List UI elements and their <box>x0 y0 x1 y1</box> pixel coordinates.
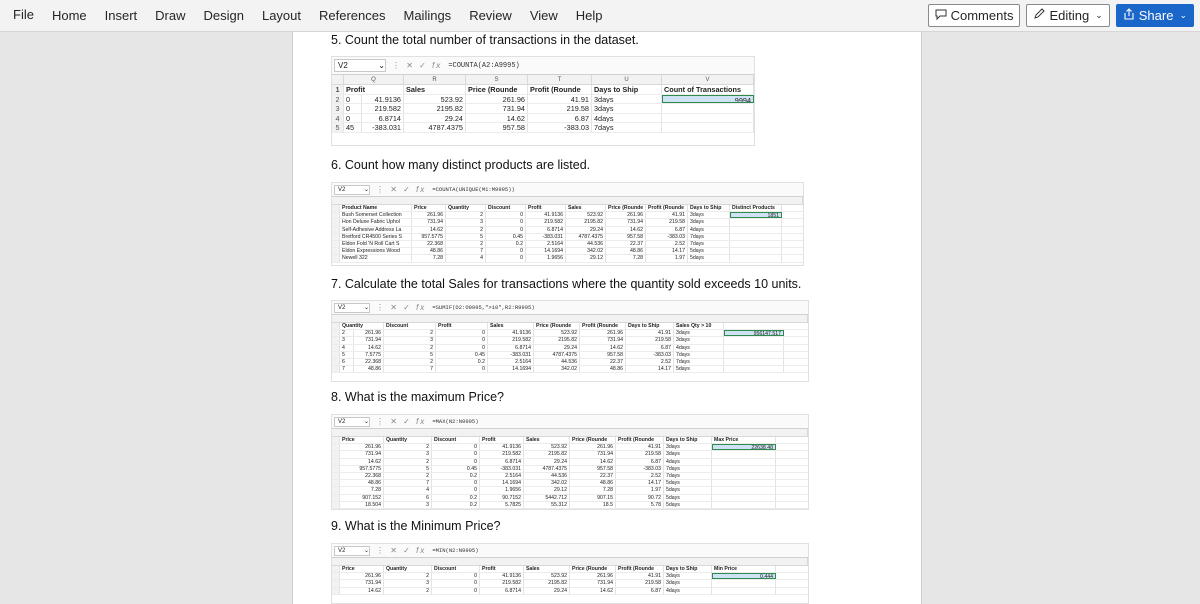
selected-cell: 956147.517 <box>724 330 784 336</box>
table-row: 2 0 41.9136 523.92 261.96 41.91 3days 9994 <box>332 95 754 105</box>
editing-button[interactable] <box>1026 4 1109 27</box>
formula-text: =MAX(N2:N9995) <box>432 418 479 425</box>
question-5-screenshot <box>331 56 755 146</box>
table-row: 14.62 2 0 6.8714 29.24 14.62 6.87 4days <box>332 588 808 595</box>
tab-insert[interactable]: Insert <box>104 8 138 23</box>
table-row: Product Name Price Quantity Discount Profit Sales Price (Rounde Profit (Rounde Days to Ship Distinct Products <box>332 205 803 212</box>
table-row: Quantity Discount Profit Sales Price (Rounde Profit (Rounde Days to Ship Sales Qty > 10 <box>332 323 808 330</box>
formula-bar-icons: ⋮ ✕ ✓ fx <box>376 417 427 426</box>
table-row: 3 731.94 3 0 219.582 2195.82 731.94 219.58 3days <box>332 337 808 344</box>
table-row: 6 22.368 2 0.2 2.5164 44.536 22.37 2.52 7days <box>332 359 808 366</box>
selected-cell: 0.444 <box>712 573 776 579</box>
formula-text: =MIN(N2:N9995) <box>432 547 479 554</box>
tab-layout[interactable]: Layout <box>261 8 302 23</box>
editing-label: Editing <box>1049 8 1090 23</box>
question-7-heading: 7. Calculate the total Sales for transactions where the quantity sold exceeds 10 units. <box>331 277 802 291</box>
table-row: 261.96 2 0 41.9136 523.92 261.96 41.91 3days 0.444 <box>332 573 808 580</box>
column-headers: Q R S T U V <box>332 75 754 85</box>
column-headers <box>332 315 808 323</box>
column-headers <box>332 429 808 437</box>
tab-file[interactable]: File <box>13 7 34 22</box>
table-row: Eldon Expressions Wood 48.86 7 0 14.1694 342.02 48.86 14.17 5days <box>332 248 803 255</box>
sheet-grid <box>332 205 803 263</box>
table-row: 731.94 3 0 219.582 2195.82 731.94 219.58 3days <box>332 451 808 458</box>
formula-bar-icons: ⋮ ✕ ✓ fx <box>376 303 427 312</box>
tab-mailings[interactable]: Mailings <box>403 8 452 23</box>
question-7-screenshot <box>331 300 809 382</box>
share-icon <box>1123 8 1135 23</box>
formula-text: =COUNTA(UNIQUE(M1:M9995)) <box>432 186 515 193</box>
tab-references[interactable]: References <box>319 8 386 23</box>
table-row: Bush Somerset Collection 261.96 2 0 41.9136 523.92 261.96 41.91 3days 1851 <box>332 212 803 219</box>
table-row: 4 14.62 2 0 6.8714 29.24 14.62 6.87 4days <box>332 345 808 352</box>
formula-bar <box>332 415 808 429</box>
name-box: V2 ⌄ <box>334 303 370 313</box>
table-row: 957.5775 5 0.45 -383.031 4787.4375 957.58 -383.03 7days <box>332 466 808 473</box>
comments-label: Comments <box>950 8 1014 23</box>
formula-bar-icons: ⋮ ✕ ✓ fx <box>392 61 443 70</box>
table-row: Eldon Fold 'N Roll Cart S 22.368 2 0.2 2.5164 44.536 22.37 2.52 7days <box>332 241 803 248</box>
name-box: V2 ⌄ <box>334 417 370 427</box>
tab-help[interactable]: Help <box>575 8 603 23</box>
comments-button[interactable] <box>928 4 1021 27</box>
tab-home[interactable]: Home <box>51 8 87 23</box>
chevron-down-icon: ⌄ <box>1179 10 1187 20</box>
table-row: 907.152 6 0.2 90.7152 5442.712 907.15 90.72 5days <box>332 495 808 502</box>
comment-icon <box>935 8 947 23</box>
tab-review[interactable]: Review <box>469 8 512 23</box>
formula-bar <box>332 301 808 315</box>
table-row: 7.28 4 0 1.9656 29.12 7.28 1.97 5days <box>332 487 808 494</box>
table-row: Price Quantity Discount Profit Sales Price (Rounde Profit (Rounde Days to Ship Min Price <box>332 566 808 573</box>
table-row: Self-Adhesive Address La 14.62 2 0 6.8714 29.24 14.62 6.87 4days <box>332 227 803 234</box>
table-row: Hon Deluxe Fabric Uphol 731.94 3 0 219.582 2195.82 731.94 219.58 3days <box>332 219 803 226</box>
column-headers <box>332 197 803 205</box>
table-row: 22.368 2 0.2 2.5164 44.536 22.37 2.52 7days <box>332 473 808 480</box>
formula-bar <box>332 57 754 75</box>
formula-bar <box>332 544 808 558</box>
tab-view[interactable]: View <box>529 8 558 23</box>
ribbon-actions <box>928 4 1194 27</box>
share-label: Share <box>1138 8 1174 23</box>
table-row: 5 45 -383.031 4787.4375 957.58 -383.03 7days <box>332 123 754 133</box>
question-8-heading: 8. What is the maximum Price? <box>331 390 504 404</box>
formula-bar-icons: ⋮ ✕ ✓ fx <box>376 185 427 194</box>
pencil-icon <box>1033 8 1045 23</box>
table-row: 2 261.96 2 0 41.9136 523.92 261.96 41.91 3days 956147.517 <box>332 330 808 337</box>
formula-bar-icons: ⋮ ✕ ✓ fx <box>376 546 427 555</box>
table-row: 48.86 7 0 14.1694 342.02 48.86 14.17 5days <box>332 480 808 487</box>
sheet-grid <box>332 323 808 373</box>
selected-cell: 9994 <box>662 95 754 104</box>
column-headers <box>332 558 808 566</box>
table-row: 3 0 219.582 2195.82 731.94 219.58 3days <box>332 104 754 114</box>
table-row: 4 0 6.8714 29.24 14.62 6.87 4days <box>332 114 754 124</box>
question-9-screenshot <box>331 543 809 604</box>
name-box: V2 ⌄ <box>334 185 370 195</box>
selected-cell: 1851 <box>730 212 782 218</box>
question-9-heading: 9. What is the Minimum Price? <box>331 519 501 533</box>
selected-cell: 22638.48 <box>712 444 776 450</box>
tab-design[interactable]: Design <box>203 8 244 23</box>
formula-text: =COUNTA(A2:A9995) <box>448 61 520 70</box>
question-6-screenshot <box>331 182 804 266</box>
table-row: 731.94 3 0 219.582 2195.82 731.94 219.58 3days <box>332 580 808 587</box>
tab-draw[interactable]: Draw <box>155 8 186 23</box>
table-row: 1 Profit Sales Price (Rounde Profit (Rounde Days to Ship Count of Transactions <box>332 85 754 95</box>
sheet-grid <box>332 85 754 133</box>
formula-bar <box>332 183 803 197</box>
question-5-heading: 5. Count the total number of transactions in the dataset. <box>331 33 639 47</box>
name-box: V2 ⌄ <box>334 59 386 72</box>
sheet-grid <box>332 437 808 509</box>
table-row: 7 48.86 7 0 14.1694 342.02 48.86 14.17 5days <box>332 366 808 373</box>
sheet-grid <box>332 566 808 595</box>
table-row: Bretford CR4500 Series S 957.5775 5 0.45 -383.031 4787.4375 957.58 -383.03 7days <box>332 234 803 241</box>
table-row: 18.504 3 0.2 5.7825 55.312 18.5 5.78 5days <box>332 502 808 509</box>
share-button[interactable] <box>1116 4 1194 27</box>
table-row: Price Quantity Discount Profit Sales Price (Rounde Profit (Rounde Days to Ship Max Price <box>332 437 808 444</box>
question-6-heading: 6. Count how many distinct products are listed. <box>331 158 591 172</box>
formula-text: =SUMIF(O2:O9995,">10",R2:R9995) <box>432 304 535 311</box>
chevron-down-icon: ⌄ <box>1095 10 1103 20</box>
ribbon <box>0 0 1200 32</box>
table-row: 261.96 2 0 41.9136 523.92 261.96 41.91 3days 22638.48 <box>332 444 808 451</box>
table-row: 5 7.5775 5 0.45 -383.031 4787.4375 957.58 -383.03 7days <box>332 352 808 359</box>
ribbon-tabs <box>0 0 612 32</box>
table-row: 14.62 2 0 6.8714 29.24 14.62 6.87 4days <box>332 459 808 466</box>
question-8-screenshot <box>331 414 809 510</box>
table-row: Newell 322 7.28 4 0 1.9656 29.12 7.28 1.97 5days <box>332 255 803 262</box>
document-page[interactable] <box>292 32 922 604</box>
name-box: V2 ⌄ <box>334 546 370 556</box>
